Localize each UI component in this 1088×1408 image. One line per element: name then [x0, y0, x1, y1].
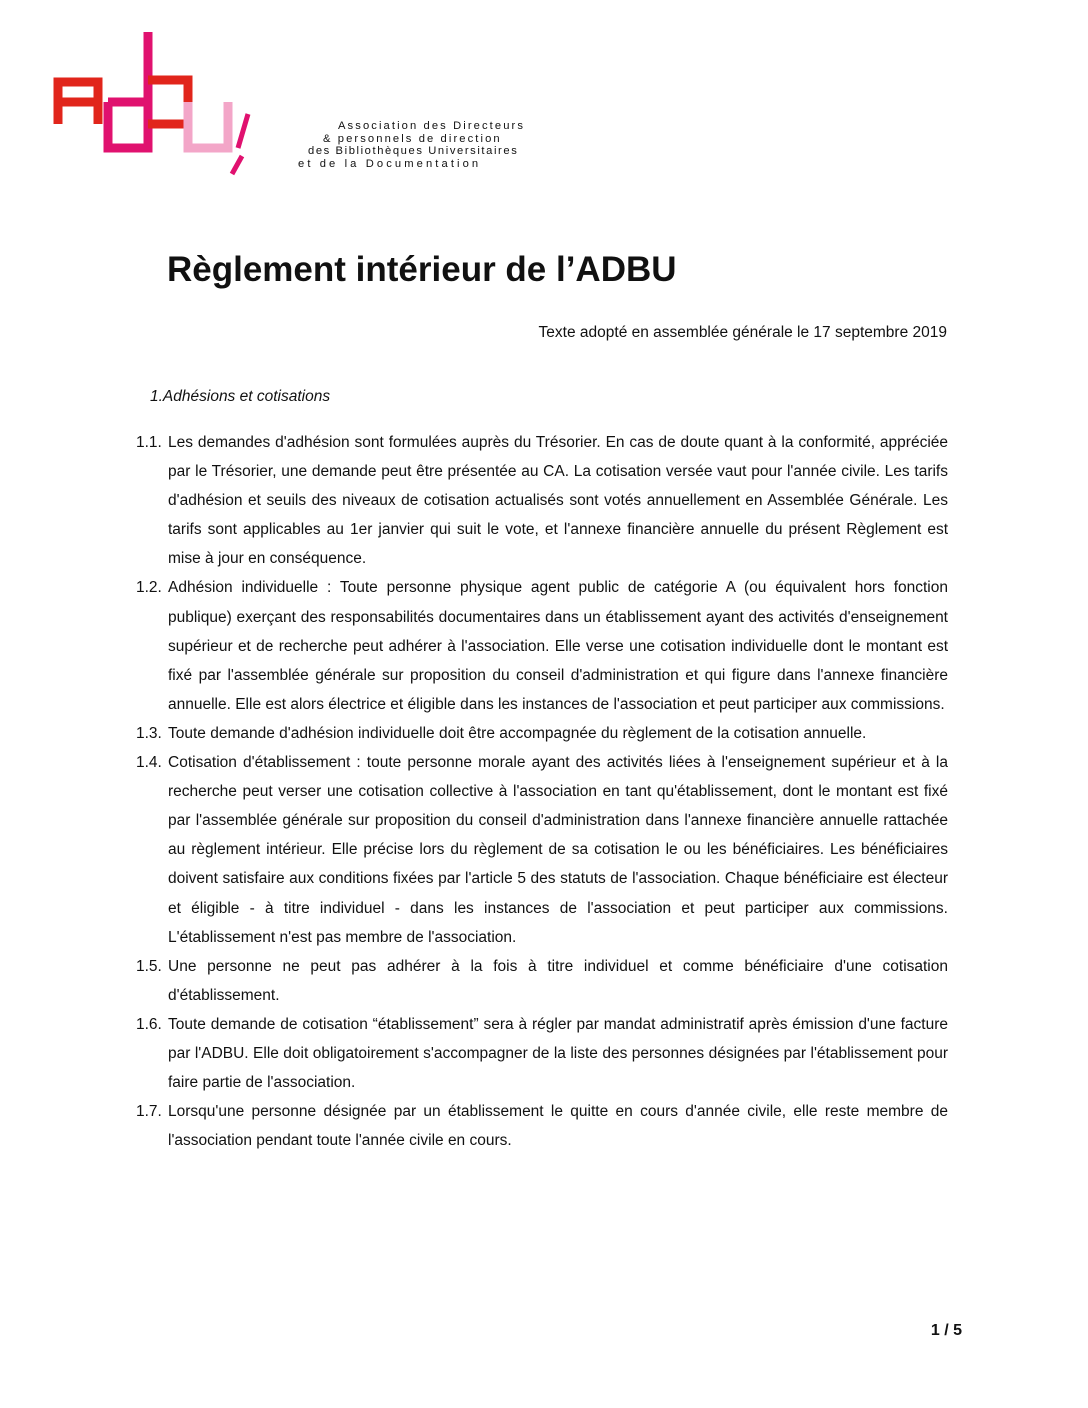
page-number: 1 / 5: [930, 1322, 962, 1339]
adbu-logo-mark-icon: [52, 28, 312, 178]
adoption-note: Texte adopté en assemblée générale le 17 septembre 2019: [538, 324, 947, 341]
org-line: des Bibliothèques Universitaires: [308, 145, 519, 157]
article-text: Une personne ne peut pas adhérer à la fois à titre individuel et comme bénéficiaire d'une cotisation d'établissement.: [168, 957, 948, 1004]
document-title: Règlement intérieur de l’ADBU: [167, 250, 677, 289]
article-item: [136, 1097, 948, 1155]
article-number: 1.2.: [136, 579, 162, 597]
article-text: Les demandes d'adhésion sont formulées auprès du Trésorier. En cas de doute quant à la conformité, appréciée par le Trésorier, une demande peut être présentée au CA. La cotisation versée vaut pour l'année civile. Les tarifs d'adhésion et seuils des niveaux de cotisation actualisés sont votés annuellement en Assemblée Générale. Les tarifs sont applicables au 1er janvier qui suit le vote, et l'annexe financière annuelle du présent Règlement est mise à jour en conséquence.: [168, 434, 948, 568]
logo-letter-a: [58, 82, 98, 124]
association-name: [296, 120, 525, 170]
logo-letter-d: [108, 32, 148, 148]
section-heading: 1.Adhésions et cotisations: [150, 388, 331, 405]
logo-slash: [232, 114, 248, 174]
article-number: 1.1.: [136, 434, 162, 451]
article-item: [136, 719, 948, 748]
article-text: Lorsqu'une personne désignée par un établissement le quitte en cours d'année civile, elle reste membre de l'association pendant toute l'année civile en cours.: [168, 1103, 948, 1150]
adbu-logo: [52, 28, 526, 178]
logo-letter-b: [148, 32, 188, 124]
article-text: Toute demande de cotisation “établissement” sera à régler par mandat administratif après émission d'une facture par l'ADBU. Elle doit obligatoirement s'accompagner de la liste des personnes désignées par l'établissement pour faire partie de l'association.: [168, 1015, 948, 1092]
article-number: 1.4.: [136, 754, 162, 772]
article-number: 1.7.: [136, 1103, 162, 1121]
article-number: 1.5.: [136, 957, 162, 975]
article-item: [136, 1010, 948, 1097]
org-line: Association des Directeurs: [338, 120, 526, 132]
article-number: 1.3.: [136, 724, 162, 742]
article-list: [136, 428, 948, 1155]
article-item: [136, 952, 948, 1010]
article-text: Cotisation d'établissement : toute personne morale ayant des activités liées à l'enseignement supérieur et à la recherche peut verser une cotisation collective à l'association en tant qu'établissement, dont le montant est fixé par l'assemblée générale sur proposition du conseil d'administration dans l'annexe financière annuelle rattachée au règlement intérieur. Elle précise lors du règlement de sa cotisation le ou les bénéficiaires. Les bénéficiaires doivent satisfaire aux conditions fixées par l'article 5 des statuts de l'association. Chaque bénéficiaire est électeur et éligible - à titre individuel - dans les instances de l'association et peut participer aux commissions. L'établissement n'est pas membre de l'association.: [168, 754, 948, 946]
article-item: [136, 573, 948, 718]
org-line: et de la Documentation: [298, 157, 482, 170]
org-line: & personnels de direction: [323, 132, 502, 145]
article-item: [136, 428, 948, 573]
article-text: Adhésion individuelle : Toute personne physique agent public de catégorie A (ou équivalent hors fonction publique) exerçant des responsabilités documentaires dans un établissement ayant des activités d'enseignement supérieur et de recherche peut adhérer à l'association. Elle verse une cotisation individuelle dont le montant est fixé par l'assemblée générale sur proposition du conseil d'administration et qui figure dans l'annexe financière annuelle. Elle est alors électrice et éligible dans les instances de l'association et peut participer aux commissions.: [168, 579, 948, 713]
logo-letter-u: [188, 102, 228, 148]
article-number: 1.6.: [136, 1015, 162, 1033]
article-text: Toute demande d'adhésion individuelle doit être accompagnée du règlement de la cotisation annuelle.: [168, 724, 867, 742]
article-item: [136, 748, 948, 952]
